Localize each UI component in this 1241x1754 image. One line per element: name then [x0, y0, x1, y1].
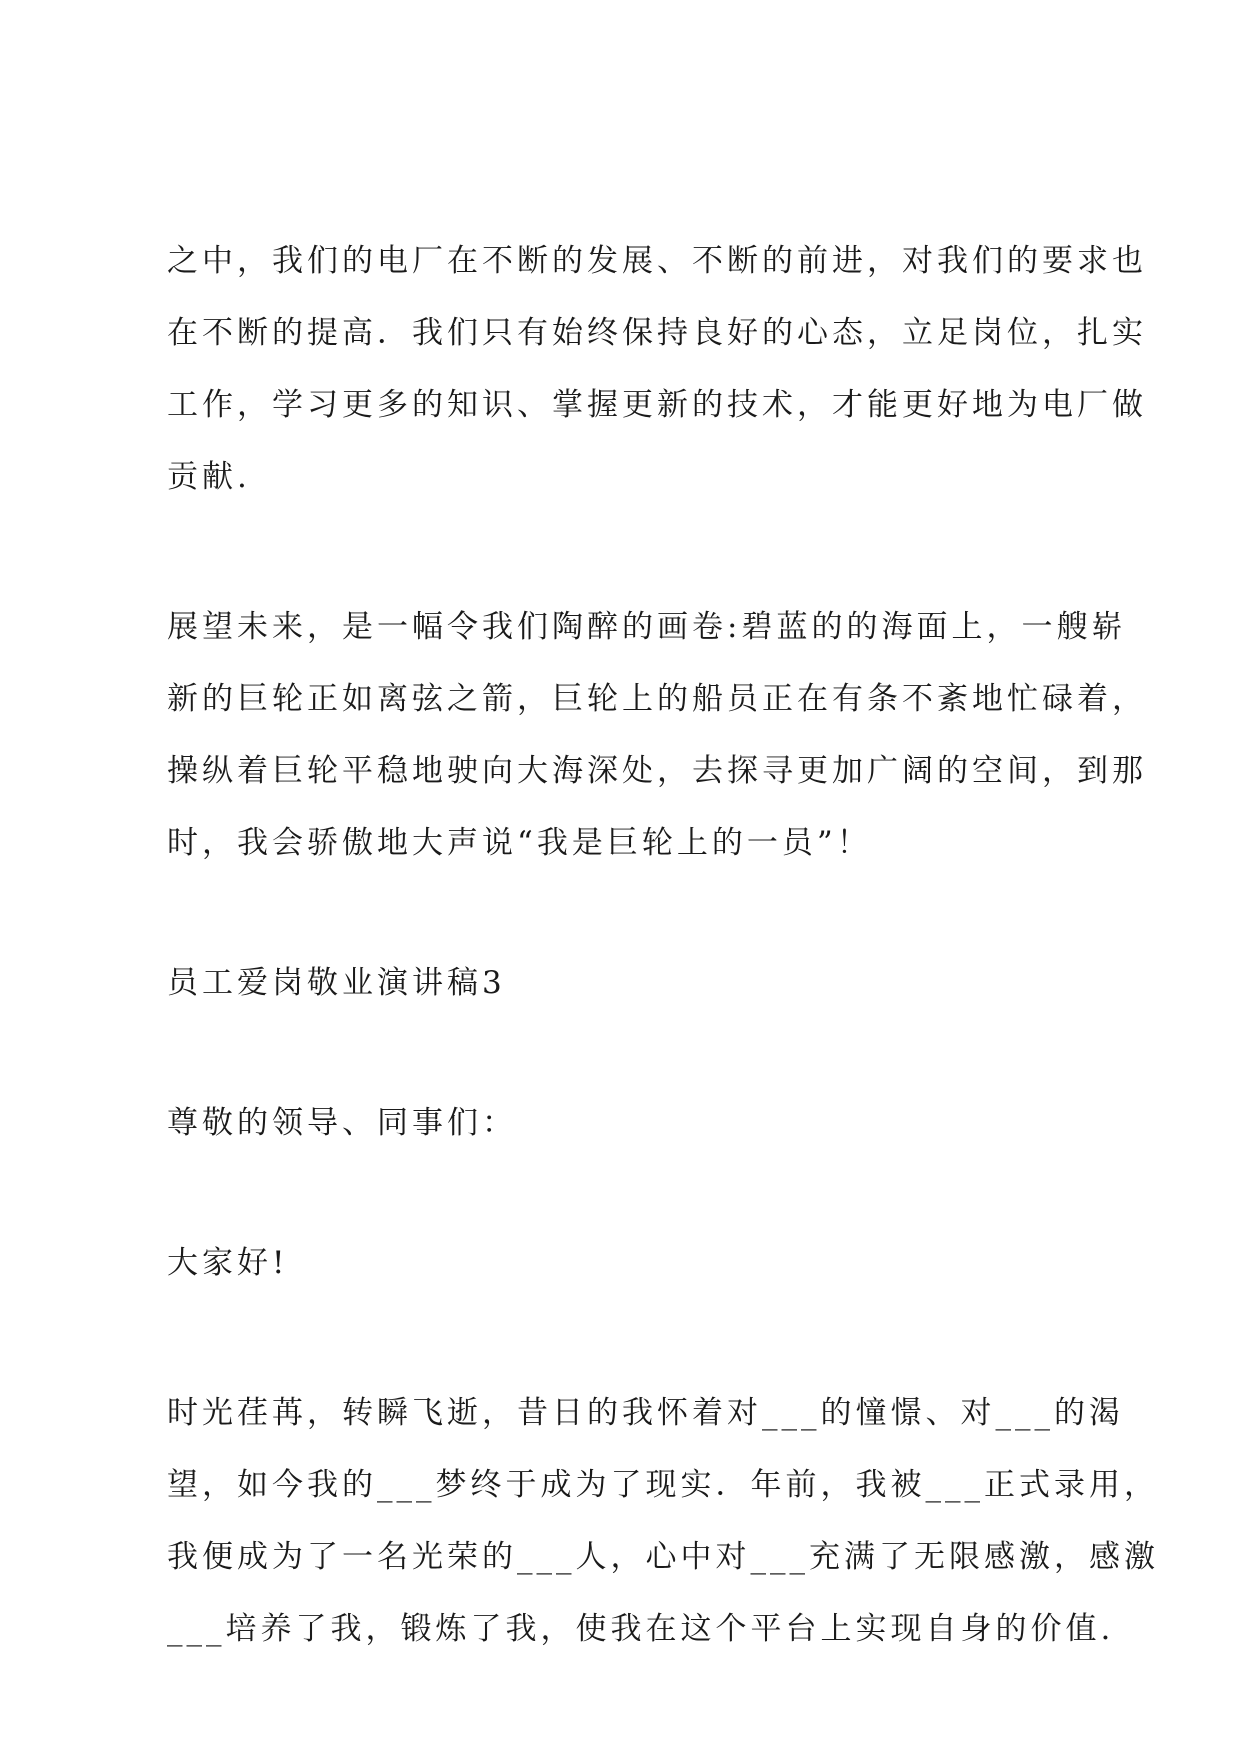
text-line: ___培养了我，锻炼了我，使我在这个平台上实现自身的价值.	[167, 1611, 1115, 1647]
paragraph-spacer	[167, 1159, 1097, 1227]
paragraph-spacer	[167, 513, 1097, 591]
text-line: 时光荏苒，转瞬飞逝，昔日的我怀着对___的憧憬、对___的渴	[167, 1395, 1124, 1431]
text-line: 之中，我们的电厂在不断的发展、不断的前进，对我们的要求也	[167, 243, 1147, 279]
text-line: 我便成为了一名光荣的___人，心中对___充满了无限感激，感激	[167, 1539, 1159, 1575]
salutation: 尊敬的领导、同事们：	[167, 1105, 517, 1141]
paragraph-spacer	[167, 1019, 1097, 1087]
greeting: 大家好!	[167, 1245, 289, 1281]
text-line: 新的巨轮正如离弦之箭，巨轮上的船员正在有条不紊地忙碌着，	[167, 681, 1147, 717]
text-line: 时，我会骄傲地大声说“我是巨轮上的一员”！	[167, 825, 872, 861]
document-body	[167, 225, 1159, 1665]
text-line: 展望未来，是一幅令我们陶醉的画卷:碧蓝的的海面上，一艘崭	[167, 609, 1127, 645]
paragraph-spacer	[167, 1299, 1097, 1377]
text-line: 在不断的提高．我们只有始终保持良好的心态，立足岗位，扎实	[167, 315, 1147, 351]
speech-heading: 员工爱岗敬业演讲稿3	[167, 965, 506, 1001]
text-line: 操纵着巨轮平稳地驶向大海深处，去探寻更加广阔的空间，到那	[167, 753, 1147, 789]
paragraph	[167, 591, 1147, 879]
paragraph-spacer	[167, 879, 1097, 947]
paragraph	[167, 225, 1147, 513]
text-line: 贡献.	[167, 459, 251, 495]
text-line: 望，如今我的___梦终于成为了现实．年前，我被___正式录用，	[167, 1467, 1159, 1503]
text-line: 工作，学习更多的知识、掌握更新的技术，才能更好地为电厂做	[167, 387, 1147, 423]
paragraph	[167, 1377, 1159, 1665]
